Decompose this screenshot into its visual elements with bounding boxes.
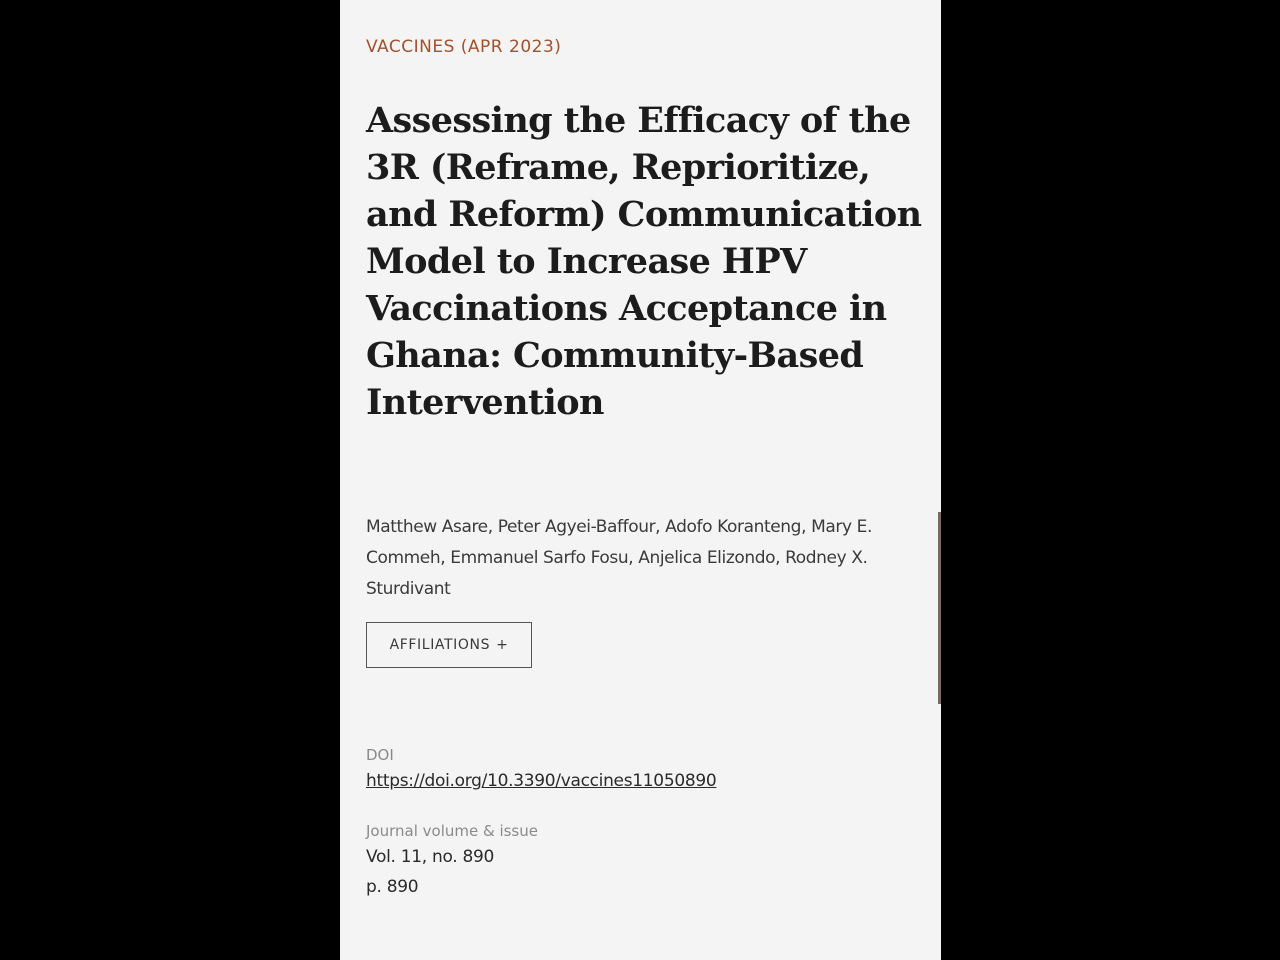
doi-link[interactable]: https://doi.org/10.3390/vaccines11050890: [366, 771, 717, 791]
article-title: Assessing the Efficacy of the 3R (Reframe, Reprioritize, and Reform) Communication Model to Increase HPV Vaccinations Acceptance in Ghana: Community-Based Intervention: [366, 100, 922, 423]
journal-issue-label: Journal volume & issue: [366, 822, 538, 840]
journal-tag: VACCINES (APR 2023): [366, 37, 562, 57]
affiliations-label: AFFILIATIONS: [389, 637, 491, 653]
journal-pages: p. 890: [366, 877, 419, 897]
doi-label: DOI: [366, 746, 394, 764]
author-list: Matthew Asare, Peter Agyei-Baffour, Adofo Koranteng, Mary E. Commeh, Emmanuel Sarfo Fosu, Anjelica Elizondo, Rodney X. Sturdivant: [366, 517, 872, 599]
affiliations-button[interactable]: [366, 622, 532, 668]
journal-volume: Vol. 11, no. 890: [366, 847, 495, 867]
panel-edge-marker: [938, 512, 941, 704]
plus-icon: +: [496, 637, 509, 653]
